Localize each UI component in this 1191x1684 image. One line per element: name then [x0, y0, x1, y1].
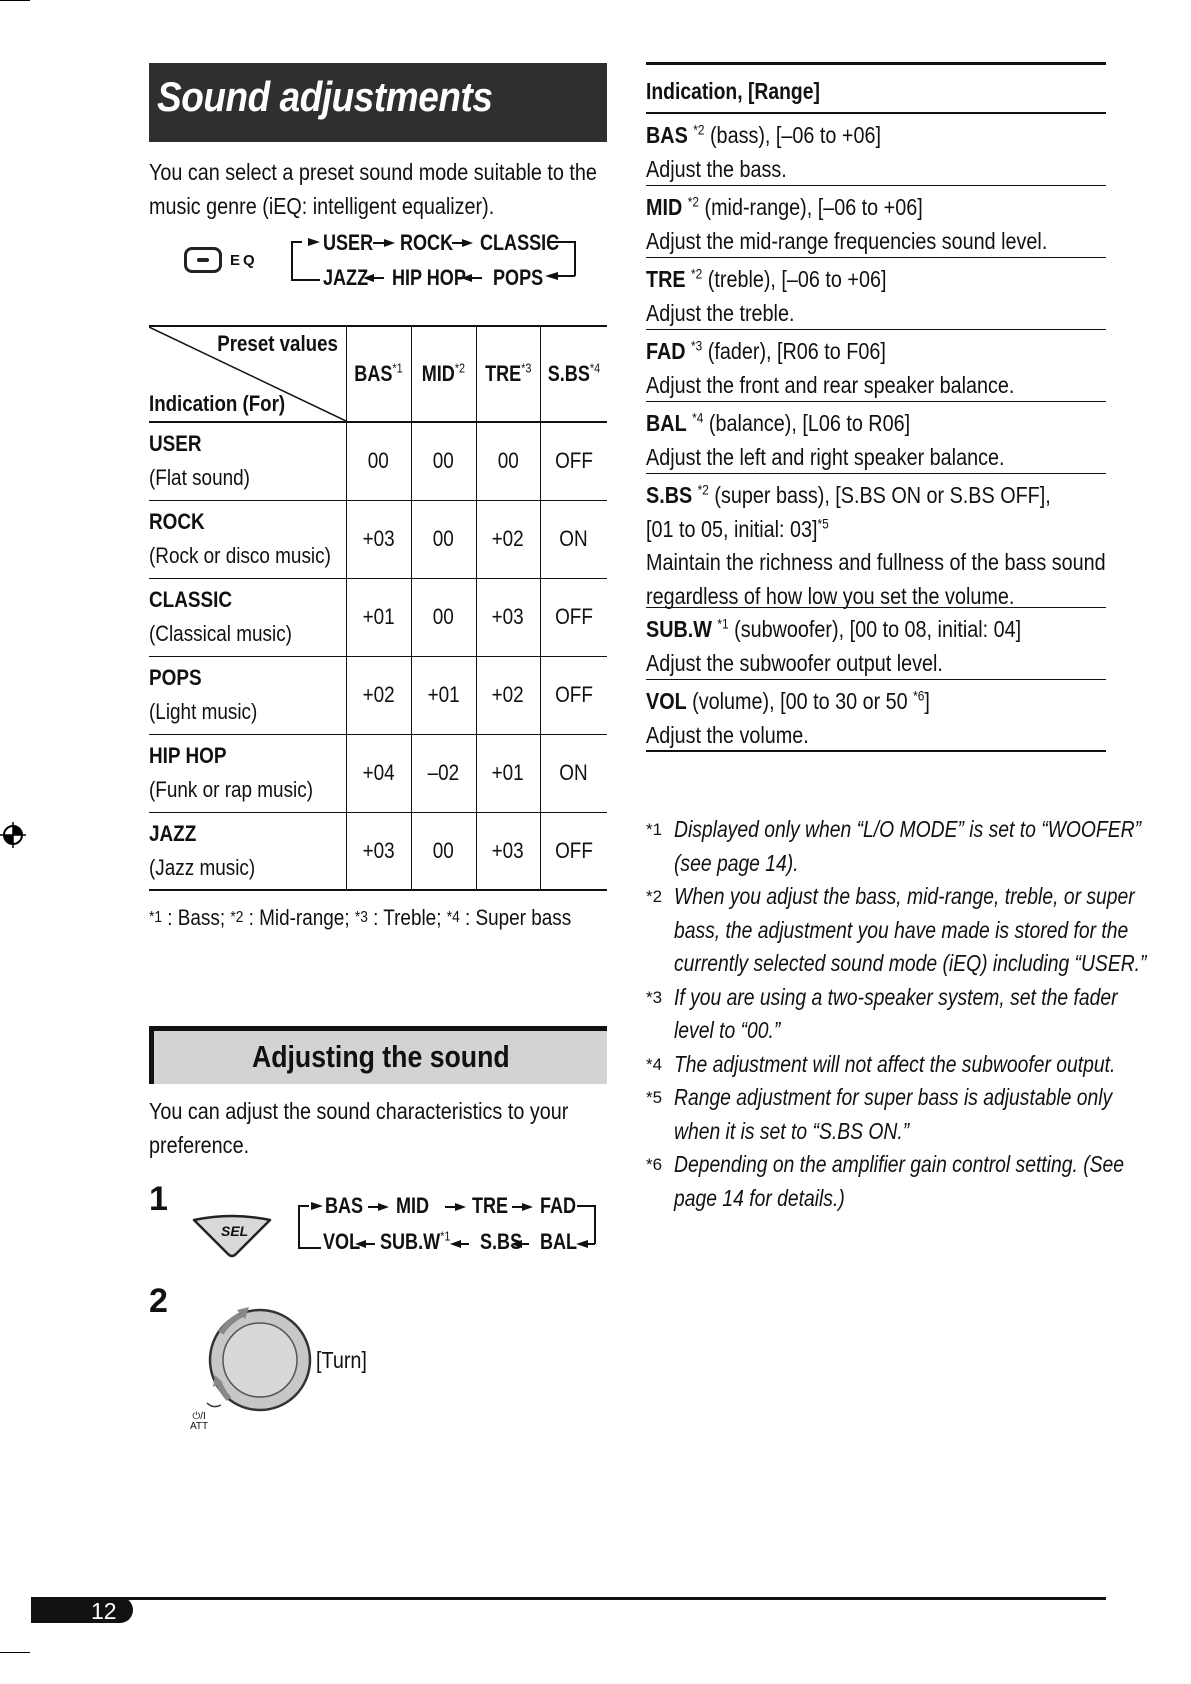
mode-name: USER	[149, 431, 202, 457]
mode-cell	[149, 500, 346, 578]
mode-name: CLASSIC	[149, 587, 233, 612]
mode-description: (Funk or rap music)	[149, 777, 314, 802]
mode-cell	[149, 812, 346, 890]
mode-description: (Classical music)	[149, 621, 292, 646]
value-sbs: OFF	[540, 422, 607, 500]
table-footnote-legend: *1 : Bass; *2 : Mid-range; *3 : Treble; *4 : Super bass	[149, 905, 572, 930]
range-item-mid: MID $^{*2}$ (mid-range), [–06 to +06] Adjust the mid-range frequencies sound level.	[646, 186, 1106, 258]
table-row	[149, 422, 607, 500]
column-header-bas: BAS$^{*1}$	[346, 326, 411, 422]
range-item-fad: FAD $^{*3}$ (fader), [R06 to F06] Adjust the front and rear speaker balance.	[646, 330, 1106, 402]
header-preset-values: Preset values	[216, 331, 338, 356]
crop-mark-top-left	[0, 0, 30, 1]
eq-button-icon	[184, 247, 222, 273]
footnote-mark: *4	[646, 1054, 663, 1074]
footnote-mark: *2	[646, 887, 663, 906]
mode-name: HIP HOP	[149, 743, 227, 768]
intro-line-1: You can select a preset sound mode suitable to the	[149, 159, 597, 185]
range-item-subw: SUB.W $^{*1}$ (subwoofer), [00 to 08, initial: 04] Adjust the subwoofer output level.	[646, 608, 1106, 680]
eq-mode-rock: ROCK	[400, 230, 454, 255]
value-bas: +04	[346, 734, 411, 812]
section-title: Adjusting the sound	[251, 1039, 510, 1074]
column-header-sbs: S.BS$^{*4}$	[540, 326, 607, 422]
eq-arrow-icon	[308, 238, 320, 246]
mode-cell	[149, 422, 346, 500]
adjusting-intro-line-2: preference.	[149, 1132, 250, 1158]
range-table	[646, 62, 1106, 752]
mode-description: (Rock or disco music)	[149, 543, 331, 568]
value-mid: 00	[411, 578, 476, 656]
page-title-banner	[149, 63, 607, 142]
footnote: *6 Depending on the amplifier gain control setting. (See page 14 for details.)	[646, 1148, 1116, 1215]
value-bas: 00	[346, 422, 411, 500]
page-number: 12	[91, 1598, 117, 1624]
value-sbs: ON	[540, 734, 607, 812]
mode-description: (Light music)	[149, 699, 258, 724]
flow-item-bal: BAL	[540, 1229, 578, 1254]
value-sbs: OFF	[540, 578, 607, 656]
table-row	[149, 500, 607, 578]
value-tre: +02	[476, 656, 540, 734]
table-row	[149, 812, 607, 890]
adjusting-intro	[149, 1094, 568, 1162]
footnote: *1 Displayed only when “L/O MODE” is set to “WOOFER” (see page 14).	[646, 813, 1116, 880]
mode-description: (Flat sound)	[149, 465, 250, 491]
range-item-sbs: S.BS $^{*2}$ (super bass), [S.BS ON or S.BS OFF], [01 to 05, initial: 03]$^{*5}$ Maintain the richness and fullness of the bass sound regardless of how low you set the volume.	[646, 474, 1106, 608]
range-table-header: Indication, [Range]	[646, 62, 1106, 114]
mode-name: POPS	[149, 665, 202, 690]
flow-item-sbs: S.BS	[480, 1229, 523, 1254]
eq-mode-jazz: JAZZ	[323, 265, 369, 290]
eq-mode-classic: CLASSIC	[480, 230, 560, 255]
turn-label: [Turn]	[316, 1347, 367, 1373]
mode-cell	[149, 734, 346, 812]
footnote: *2 When you adjust the bass, mid-range, treble, or super bass, the adjustment you have made is stored for the currently selected sound mode (iEQ) including “USER.”	[646, 880, 1116, 981]
value-sbs: ON	[540, 500, 607, 578]
step-2-number: 2	[149, 1282, 168, 1320]
table-row	[149, 734, 607, 812]
value-mid: +01	[411, 656, 476, 734]
footnote-mark: *6	[646, 1155, 663, 1174]
footnote-mark: *3	[646, 987, 663, 1007]
value-tre: +02	[476, 500, 540, 578]
value-tre: +01	[476, 734, 540, 812]
range-item-bal: BAL $^{*4}$ (balance), [L06 to R06] Adjust the left and right speaker balance.	[646, 402, 1106, 474]
range-item-bas: BAS $^{*2}$ (bass), [–06 to +06] Adjust the bass.	[646, 114, 1106, 186]
mode-cell	[149, 578, 346, 656]
flow-item-tre: TRE	[472, 1193, 509, 1218]
intro-paragraph	[149, 155, 597, 223]
registration-mark-icon	[0, 822, 26, 848]
mode-cell	[149, 656, 346, 734]
footnote: *3 If you are using a two-speaker system, set the fader level to “00.”	[646, 981, 1116, 1048]
eq-button-label: EQ	[230, 252, 258, 269]
eq-mode-pops: POPS	[493, 265, 544, 290]
intro-line-2: music genre (iEQ: intelligent equalizer).	[149, 193, 495, 219]
flow-item-vol: VOL	[323, 1229, 361, 1254]
footnote-mark: *1	[646, 820, 663, 839]
step-1-number: 1	[149, 1180, 168, 1218]
column-header-mid: MID$^{*2}$	[411, 326, 476, 422]
adjusting-intro-line-1: You can adjust the sound characteristics to your	[149, 1098, 569, 1124]
mode-name: JAZZ	[149, 820, 197, 846]
table-row	[149, 656, 607, 734]
flow-item-mid: MID	[396, 1193, 430, 1218]
table-corner-header	[149, 326, 346, 422]
value-sbs: OFF	[540, 656, 607, 734]
flow-item-bas: BAS	[325, 1193, 364, 1218]
value-mid: 00	[411, 812, 476, 890]
page-title: Sound adjustments	[157, 73, 493, 120]
flow-item-subw: $SUB.W^{*1}$	[380, 1228, 451, 1254]
column-header-tre: TRE$^{*3}$	[476, 326, 540, 422]
eq-mode-hiphop: HIP HOP	[392, 265, 466, 290]
table-row	[149, 578, 607, 656]
value-bas: +01	[346, 578, 411, 656]
mode-name: ROCK	[149, 509, 205, 534]
value-mid: 00	[411, 500, 476, 578]
flow-item-fad: FAD	[540, 1193, 577, 1218]
value-bas: +03	[346, 812, 411, 890]
control-dial-icon	[185, 1305, 315, 1415]
footer-rule	[31, 1597, 1106, 1600]
footnote: *5 Range adjustment for super bass is adjustable only when it is set to “S.BS ON.”	[646, 1081, 1116, 1148]
mode-description: (Jazz music)	[149, 854, 256, 880]
value-bas: +03	[346, 500, 411, 578]
value-tre: +03	[476, 578, 540, 656]
footnote: *4 The adjustment will not affect the subwoofer output.	[646, 1048, 1116, 1082]
page-number-tab	[31, 1597, 133, 1623]
preset-values-table	[149, 325, 607, 891]
footnote-mark: *5	[646, 1088, 663, 1107]
crop-mark-bottom-left	[0, 1652, 30, 1653]
value-bas: +02	[346, 656, 411, 734]
att-label: ⏻/I ATT	[190, 1411, 209, 1432]
sel-button-label: SEL	[221, 1223, 249, 1239]
section-header-adjusting	[149, 1026, 607, 1084]
header-indication: Indication (For)	[149, 391, 286, 416]
range-item-tre: TRE $^{*2}$ (treble), [–06 to +06] Adjust the treble.	[646, 258, 1106, 330]
value-tre: +03	[476, 812, 540, 890]
value-mid: –02	[411, 734, 476, 812]
range-item-vol: VOL (volume), [00 to 30 or 50 $^{*6}$] Adjust the volume.	[646, 680, 1106, 752]
value-tre: 00	[476, 422, 540, 500]
eq-mode-user: USER	[323, 230, 374, 255]
value-mid: 00	[411, 422, 476, 500]
value-sbs: OFF	[540, 812, 607, 890]
